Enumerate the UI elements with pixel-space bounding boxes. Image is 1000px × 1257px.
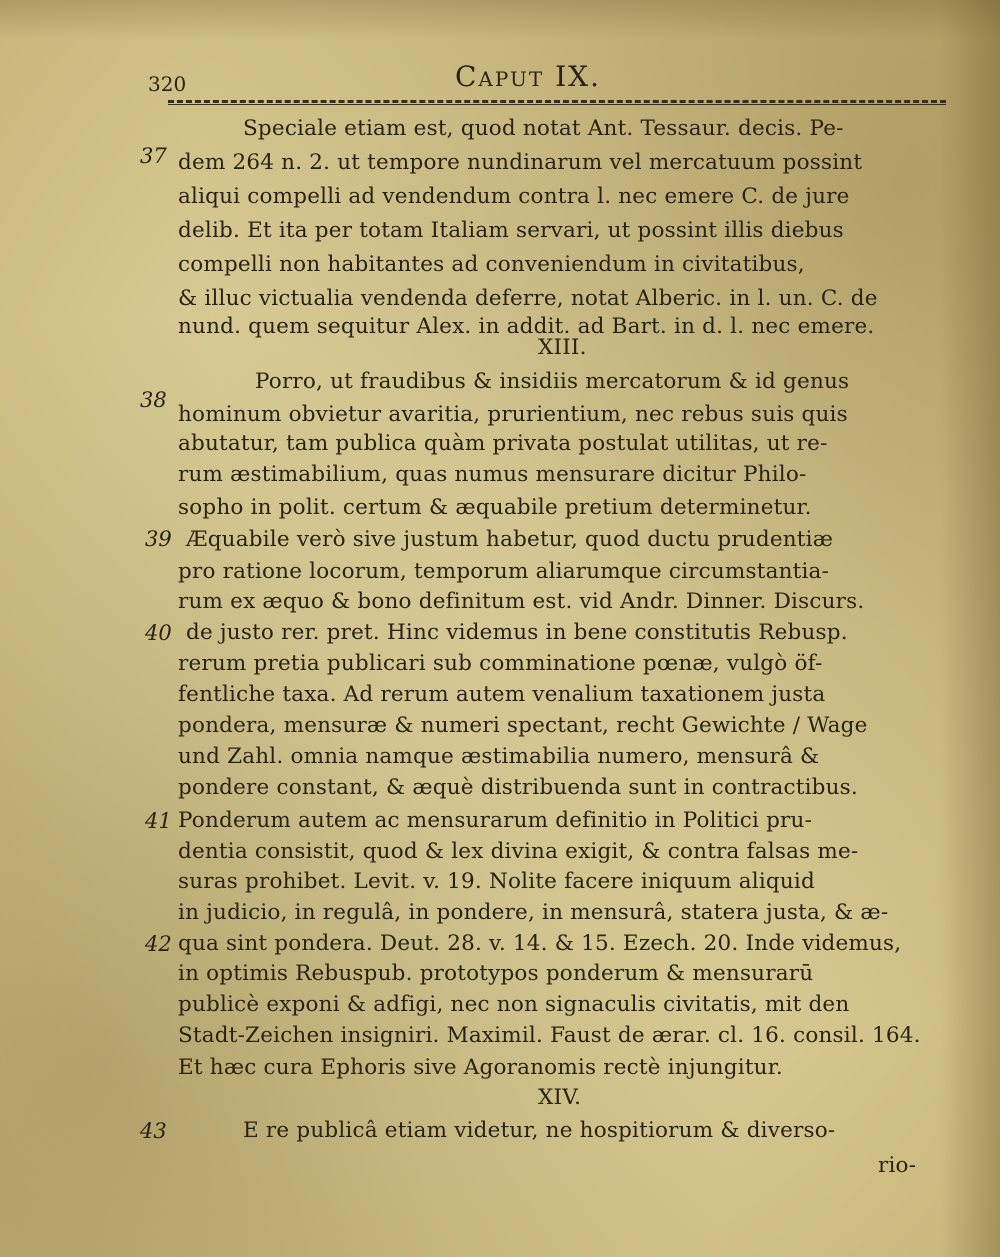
text-line: in optimis Rebuspub. prototypos ponderum & mensurarū bbox=[178, 961, 814, 986]
text-line: rerum pretia publicari sub comminatione pœnæ, vulgò öf- bbox=[178, 651, 823, 676]
page-number: 320 bbox=[148, 72, 187, 96]
text-line: pondera, mensuræ & numeri spectant, recht Gewichte / Wage bbox=[178, 713, 868, 738]
text-line: rum ex æquo & bono definitum est. vid Andr. Dinner. Discurs. bbox=[178, 589, 865, 614]
margin-number: 43 bbox=[140, 1119, 167, 1143]
text-line: qua sint pondera. Deut. 28. v. 14. & 15. Ezech. 20. Inde videmus, bbox=[178, 931, 902, 956]
text-line: und Zahl. omnia namque æstimabilia numero, mensurâ & bbox=[178, 744, 820, 769]
section-heading: XIV. bbox=[538, 1085, 582, 1110]
text-line: delib. Et ita per totam Italiam servari, ut possint illis diebus bbox=[178, 218, 844, 243]
text-line: dentia consistit, quod & lex divina exigit, & contra falsas me- bbox=[178, 839, 859, 864]
page-shadow-top bbox=[0, 0, 1000, 40]
text-line: in judicio, in regulâ, in pondere, in mensurâ, statera justa, & æ- bbox=[178, 900, 889, 925]
margin-number: 39 bbox=[145, 527, 172, 551]
text-line: Ponderum autem ac mensurarum definitio in Politici pru- bbox=[178, 808, 813, 833]
text-line: Stadt-Zeichen insigniri. Maximil. Faust de ærar. cl. 16. consil. 164. bbox=[178, 1023, 921, 1048]
margin-number: 42 bbox=[145, 932, 172, 956]
text-line: de justo rer. pret. Hinc videmus in bene constitutis Rebusp. bbox=[186, 620, 848, 645]
text-line: fentliche taxa. Ad rerum autem venalium taxationem justa bbox=[178, 682, 826, 707]
text-line: sopho in polit. certum & æquabile pretium determinetur. bbox=[178, 495, 812, 520]
text-line: hominum obvietur avaritia, prurientium, nec rebus suis quis bbox=[178, 402, 848, 427]
text-line: Et hæc cura Ephoris sive Agoranomis rectè injungitur. bbox=[178, 1055, 783, 1080]
margin-number: 37 bbox=[140, 144, 167, 168]
text-line: Speciale etiam est, quod notat Ant. Tessaur. decis. Pe- bbox=[243, 116, 844, 141]
section-heading: XIII. bbox=[538, 335, 587, 360]
text-line: compelli non habitantes ad conveniendum in civitatibus, bbox=[178, 252, 805, 277]
header-rule-thin bbox=[168, 104, 946, 105]
text-line: Porro, ut fraudibus & insidiis mercatorum & id genus bbox=[255, 369, 850, 394]
text-line: abutatur, tam publica quàm privata postulat utilitas, ut re- bbox=[178, 431, 828, 456]
header-rule bbox=[168, 100, 946, 103]
text-line: rum æstimabilium, quas numus mensurare dicitur Philo- bbox=[178, 462, 807, 487]
text-line: pondere constant, & æquè distribuenda sunt in contractibus. bbox=[178, 775, 858, 800]
running-head: Caput IX. bbox=[455, 60, 601, 93]
margin-number: 41 bbox=[145, 809, 172, 833]
catchword: rio- bbox=[878, 1153, 917, 1178]
margin-number: 38 bbox=[140, 388, 167, 412]
text-line: nund. quem sequitur Alex. in addit. ad Bart. in d. l. nec emere. bbox=[178, 314, 875, 339]
text-line: Æquabile verò sive justum habetur, quod ductu prudentiæ bbox=[186, 527, 834, 552]
text-line: E re publicâ etiam videtur, ne hospitiorum & diverso- bbox=[243, 1118, 836, 1143]
text-line: publicè exponi & adfigi, nec non signaculis civitatis, mit den bbox=[178, 992, 850, 1017]
text-line: suras prohibet. Levit. v. 19. Nolite facere iniquum aliquid bbox=[178, 869, 815, 894]
text-line: & illuc victualia vendenda deferre, notat Alberic. in l. un. C. de bbox=[178, 286, 878, 311]
text-line: dem 264 n. 2. ut tempore nundinarum vel mercatuum possint bbox=[178, 150, 863, 175]
text-line: aliqui compelli ad vendendum contra l. nec emere C. de jure bbox=[178, 184, 850, 209]
margin-number: 40 bbox=[145, 621, 172, 645]
text-line: pro ratione locorum, temporum aliarumque circumstantia- bbox=[178, 559, 830, 584]
